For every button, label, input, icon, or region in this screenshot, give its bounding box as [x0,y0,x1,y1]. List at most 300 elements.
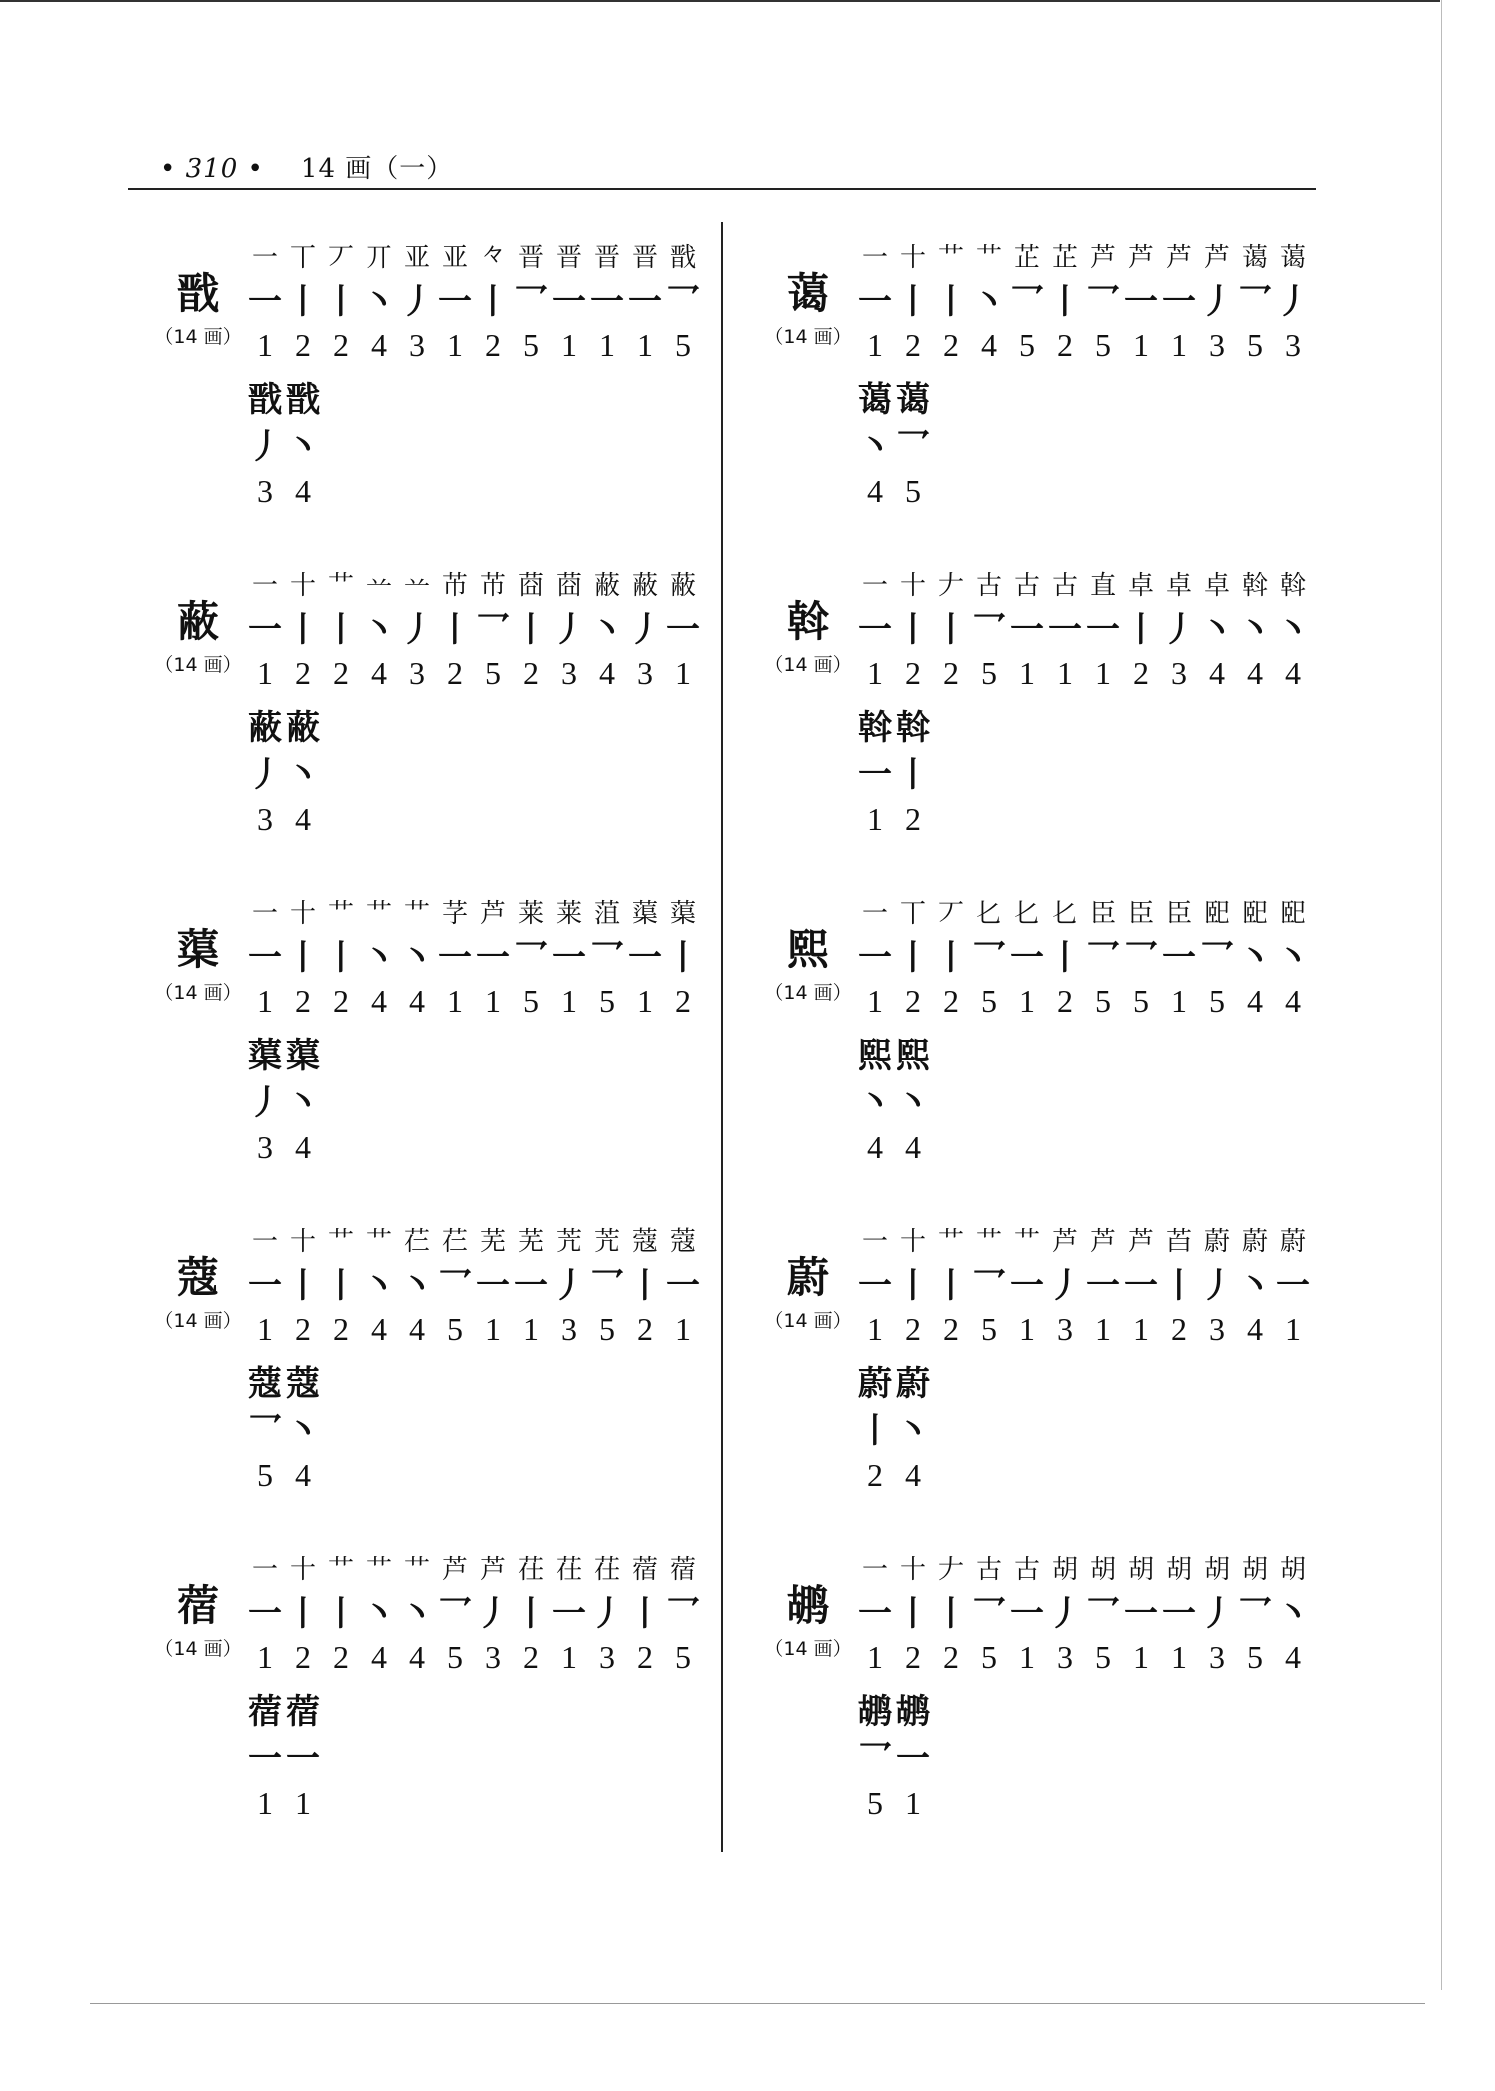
stroke-numbers-row-2-cell: 4 [867,472,883,509]
stroke-numbers-row-cell: 5 [599,1310,615,1347]
character-entry [148,230,708,530]
progressive-forms-row-cell: 蔚 [1279,1226,1306,1257]
stroke-shapes-row-cell: 乛 [514,937,548,978]
stroke-count: （14 画） [764,654,852,676]
progressive-forms-row-cell: 菹 [593,898,620,929]
stroke-count: （14 画） [154,1638,242,1660]
stroke-numbers-row-cell: 4 [1285,654,1301,691]
stroke-numbers-row-cell: 4 [371,326,387,363]
progressive-forms-row-cell: 一 [861,1554,888,1585]
progressive-forms-row-cell: 芦 [479,1554,506,1585]
progressive-forms-row-cell: 莱 [517,898,544,929]
stroke-numbers-row-cell: 1 [561,326,577,363]
progressive-forms-row-cell: 巸 [1241,898,1268,929]
stroke-numbers-row-cell: 4 [1247,1310,1263,1347]
progressive-forms-row-2-cell: 熙 [896,1035,930,1076]
stroke-shapes-row-cell: 丶 [362,609,396,650]
stroke-numbers-row-2 [246,468,322,514]
stroke-shapes-row-cell: 乛 [1086,1593,1120,1634]
stroke-shapes-row-cell: 丶 [362,281,396,322]
stroke-shapes-row-cell: 丨 [514,1593,548,1634]
stroke-numbers-row-cell: 3 [1209,1310,1225,1347]
progressive-forms-row-2-cell: 蕖 [286,1035,320,1076]
stroke-numbers-row-cell: 5 [1095,326,1111,363]
progressive-forms-row-cell: 艹 [937,242,964,273]
stroke-numbers-row-2 [246,1124,322,1170]
stroke-shapes-row-cell: 一 [1010,1593,1044,1634]
progressive-forms-row-cell: 蔻 [631,1226,658,1257]
stroke-numbers-row-cell: 2 [295,982,311,1019]
stroke-numbers-row-cell: 2 [943,326,959,363]
stroke-numbers-row-cell: 2 [295,1310,311,1347]
stroke-shapes-row-cell: 乛 [1200,937,1234,978]
stroke-numbers-row-cell: 1 [485,1310,501,1347]
stroke-numbers-row-cell: 5 [523,326,539,363]
progressive-forms-row-cell: 䒑 [365,570,392,601]
stroke-shapes-row-cell: 乛 [1010,281,1044,322]
stroke-shapes-row-cell: 丿 [1048,1265,1082,1306]
progressive-forms-row-cell: 艹 [327,898,354,929]
stroke-shapes-row-cell: 丶 [1238,1265,1272,1306]
stroke-numbers-row-cell: 2 [637,1638,653,1675]
character-entry [758,1542,1318,1842]
stroke-numbers-row-cell: 1 [1057,654,1073,691]
stroke-numbers-row-cell: 2 [637,1310,653,1347]
stroke-numbers-row-cell: 3 [1209,326,1225,363]
progressive-forms-row-cell: 胡 [1127,1554,1154,1585]
stroke-numbers-row-2-cell: 5 [905,472,921,509]
stroke-numbers-row-cell: 3 [561,654,577,691]
progressive-forms-row-cell: 𠤎 [975,898,1002,929]
stroke-shapes-row-cell: 一 [1010,609,1044,650]
stroke-shapes-row-cell: 一 [1048,609,1082,650]
stroke-shapes-row-2 [246,1076,322,1122]
stroke-shapes-row-cell: 丶 [362,1265,396,1306]
character-entry [148,1214,708,1514]
stroke-numbers-row-2-cell: 4 [905,1128,921,1165]
header-rule [128,188,1316,190]
progressive-forms-row-cell: 卓 [1165,570,1192,601]
stroke-numbers-row [856,322,1312,368]
stroke-count: （14 画） [764,1310,852,1332]
stroke-shapes-row [856,931,1312,977]
progressive-forms-row [856,232,1312,278]
stroke-numbers-row-cell: 1 [675,1310,691,1347]
progressive-forms-row-2-cell: 斡 [896,707,930,748]
top-rule [0,0,1440,2]
stroke-numbers-row-cell: 1 [1095,654,1111,691]
progressive-forms-row-cell: 丆 [937,898,964,929]
stroke-numbers-row-cell: 4 [371,1638,387,1675]
stroke-numbers-row-2-cell: 3 [257,472,273,509]
progressive-forms-row-cell: 亚 [403,242,430,273]
progressive-forms-row-cell: 一 [251,1226,278,1257]
stroke-numbers-row-cell: 5 [675,1638,691,1675]
stroke-numbers-row-cell: 1 [447,982,463,1019]
character-entry [148,558,708,858]
stroke-numbers-row [856,650,1312,696]
character-entry [148,886,708,1186]
progressive-forms-row-cell: 斡 [1279,570,1306,601]
stroke-shapes-row-cell: 丶 [972,281,1006,322]
progressive-forms-row-cell: 苀 [555,1226,582,1257]
stroke-shapes-row-cell: 乛 [1238,1593,1272,1634]
progressive-forms-row-cell: 古 [1013,570,1040,601]
stroke-shapes-row-cell: 丨 [1048,281,1082,322]
stroke-numbers-row-cell: 2 [523,1638,539,1675]
stroke-shapes-row-cell: 一 [590,281,624,322]
progressive-forms-row-cell: 艹 [327,1226,354,1257]
stroke-numbers-row-cell: 2 [1057,982,1073,1019]
progressive-forms-row-cell: 丆 [327,242,354,273]
stroke-shapes-row-2-cell: 丨 [896,754,930,795]
stroke-shapes-row-2-cell: 乛 [858,1738,892,1779]
progressive-forms-row-cell: 臣 [1127,898,1154,929]
stroke-shapes-row-cell: 丿 [400,281,434,322]
stroke-numbers-row-cell: 1 [675,654,691,691]
headword-character: 蕖 [176,925,219,974]
progressive-forms-row-cell: 十 [289,570,316,601]
progressive-forms-row-cell: 胡 [1051,1554,1078,1585]
column-divider [721,222,723,1852]
stroke-numbers-row-cell: 3 [409,654,425,691]
stroke-numbers-row-cell: 1 [1019,982,1035,1019]
stroke-shapes-row-cell: 丨 [934,1265,968,1306]
stroke-shapes-row-2 [856,420,932,466]
progressive-forms-row-cell: 卓 [1127,570,1154,601]
progressive-forms-row-cell: 䒑 [403,570,430,601]
progressive-forms-row-cell: 艹 [365,898,392,929]
stroke-numbers-row-cell: 1 [1133,326,1149,363]
progressive-forms-row-2 [856,373,932,419]
progressive-forms-row-cell: 茌 [517,1554,544,1585]
progressive-forms-row-cell: 一 [251,1554,278,1585]
section-title: 14 画（一） [300,154,454,184]
stroke-numbers-row-cell: 1 [1095,1310,1111,1347]
progressive-forms-row [246,232,702,278]
progressive-forms-row-cell: 芦 [1127,1226,1154,1257]
progressive-forms-row-cell: 蓿 [631,1554,658,1585]
progressive-forms-row-2 [246,373,322,419]
stroke-numbers-row-cell: 5 [981,1310,997,1347]
progressive-forms-row-cell: 艹 [975,1226,1002,1257]
character-entry [148,1542,708,1842]
stroke-shapes-row-cell: 乛 [590,937,624,978]
stroke-numbers-row-cell: 3 [1209,1638,1225,1675]
progressive-forms-row-2 [246,1685,322,1731]
stroke-shapes-row-2 [856,1404,932,1450]
stroke-shapes-row-cell: 丨 [286,281,320,322]
progressive-forms-row-cell: 晋 [517,242,544,273]
stroke-numbers-row-cell: 1 [1019,1310,1035,1347]
stroke-shapes-row-cell: 丶 [1276,937,1310,978]
stroke-numbers-row-cell: 1 [1019,654,1035,691]
stroke-shapes-row [246,1259,702,1305]
stroke-numbers-row-cell: 4 [1247,982,1263,1019]
progressive-forms-row-cell: 丌 [365,242,392,273]
stroke-shapes-row-2 [246,1404,322,1450]
stroke-shapes-row-cell: 丨 [896,609,930,650]
stroke-shapes-row-2-cell: 丨 [858,1410,892,1451]
progressive-forms-row-cell: 丅 [899,898,926,929]
stroke-shapes-row-cell: 乛 [1086,937,1120,978]
stroke-shapes-row-cell: 丨 [896,1593,930,1634]
headword-character: 戬 [176,269,219,318]
stroke-numbers-row-cell: 1 [561,982,577,1019]
stroke-numbers-row-cell: 4 [1285,1638,1301,1675]
stroke-shapes-row-cell: 丶 [400,937,434,978]
stroke-shapes-row-cell: 丶 [1276,609,1310,650]
stroke-shapes-row-cell: 一 [1010,1265,1044,1306]
progressive-forms-row-cell: 芦 [441,1554,468,1585]
progressive-forms-row-cell: 莔 [517,570,544,601]
stroke-shapes-row [856,603,1312,649]
progressive-forms-row-cell: 莱 [555,898,582,929]
progressive-forms-row-cell: 艹 [403,898,430,929]
stroke-shapes-row-cell: 一 [552,281,586,322]
stroke-numbers-row-2 [246,1780,322,1826]
progressive-forms-row-2-cell: 戬 [248,379,282,420]
progressive-forms-row-cell: 蔽 [593,570,620,601]
progressive-forms-row-2 [856,1685,932,1731]
progressive-forms-row-cell: 十 [289,1554,316,1585]
stroke-shapes-row-cell: 丨 [896,937,930,978]
progressive-forms-row [856,560,1312,606]
stroke-shapes-row-2-cell: 一 [896,1738,930,1779]
headword-character: 鹕 [786,1581,829,1630]
stroke-shapes-row-cell: 乛 [1238,281,1272,322]
stroke-numbers-row-cell: 2 [333,1638,349,1675]
progressive-forms-row-cell: 𠤎 [1051,898,1078,929]
stroke-shapes-row-cell: 一 [1162,1593,1196,1634]
stroke-numbers-row-cell: 2 [905,982,921,1019]
progressive-forms-row-cell: 十 [899,1554,926,1585]
stroke-shapes-row-cell: 丶 [1238,609,1272,650]
progressive-forms-row [246,1216,702,1262]
stroke-shapes-row-cell: 乛 [1086,281,1120,322]
stroke-numbers-row-cell: 1 [1019,1638,1035,1675]
stroke-numbers-row-cell: 3 [1057,1310,1073,1347]
stroke-shapes-row-cell: 丨 [286,609,320,650]
stroke-numbers-row-cell: 1 [1171,1638,1187,1675]
stroke-numbers-row-cell: 4 [409,1638,425,1675]
stroke-shapes-row-cell: 丿 [1048,1593,1082,1634]
stroke-count: （14 画） [154,654,242,676]
stroke-numbers-row-cell: 1 [599,326,615,363]
stroke-shapes-row-cell: 丨 [324,609,358,650]
stroke-shapes-row [856,275,1312,321]
stroke-shapes-row-cell: 一 [858,281,892,322]
stroke-numbers-row-cell: 1 [1171,326,1187,363]
stroke-shapes-row-cell: 丿 [628,609,662,650]
page-header: • 310 • 14 画（一） [160,154,454,184]
stroke-numbers-row-cell: 3 [561,1310,577,1347]
progressive-forms-row-cell: 芦 [1089,1226,1116,1257]
progressive-forms-row-cell: 晋 [593,242,620,273]
progressive-forms-row-cell: 古 [1051,570,1078,601]
stroke-shapes-row-cell: 乛 [666,281,700,322]
progressive-forms-row-cell: 艹 [365,1226,392,1257]
stroke-numbers-row [246,650,702,696]
stroke-shapes-row-cell: 一 [248,937,282,978]
progressive-forms-row-cell: 戬 [669,242,696,273]
progressive-forms-row-cell: 芦 [1203,242,1230,273]
progressive-forms-row-2 [246,1029,322,1075]
progressive-forms-row-cell: 芦 [479,898,506,929]
progressive-forms-row-cell: 芇 [479,570,506,601]
stroke-shapes-row-cell: 丨 [438,609,472,650]
stroke-numbers-row-cell: 4 [371,654,387,691]
stroke-shapes-row-cell: 丨 [896,281,930,322]
stroke-shapes-row-2 [856,748,932,794]
stroke-shapes-row-cell: 一 [666,1265,700,1306]
stroke-numbers-row-cell: 1 [867,982,883,1019]
stroke-numbers-row-cell: 2 [943,1310,959,1347]
progressive-forms-row-2-cell: 蔚 [896,1363,930,1404]
stroke-numbers-row-cell: 5 [1133,982,1149,1019]
progressive-forms-row-cell: 一 [861,1226,888,1257]
progressive-forms-row-cell: 一 [251,242,278,273]
progressive-forms-row-cell: 芦 [1051,1226,1078,1257]
stroke-shapes-row-2 [856,1076,932,1122]
stroke-numbers-row-cell: 2 [905,1638,921,1675]
progressive-forms-row-cell: 臣 [1089,898,1116,929]
stroke-numbers-row-cell: 2 [1171,1310,1187,1347]
progressive-forms-row-cell: 蔚 [1203,1226,1230,1257]
progressive-forms-row-cell: 芇 [441,570,468,601]
stroke-numbers-row-cell: 1 [637,982,653,1019]
progressive-forms-row-2-cell: 蔻 [286,1363,320,1404]
stroke-numbers-row-2 [856,1780,932,1826]
progressive-forms-row-cell: 巸 [1203,898,1230,929]
stroke-numbers-row-cell: 2 [905,654,921,691]
stroke-numbers-row-cell: 5 [1095,982,1111,1019]
stroke-numbers-row-cell: 4 [1285,982,1301,1019]
stroke-numbers-row-cell: 1 [561,1638,577,1675]
progressive-forms-row-cell: 芢 [403,1226,430,1257]
stroke-shapes-row-cell: 一 [476,1265,510,1306]
stroke-shapes-row-cell: 丨 [628,1265,662,1306]
stroke-shapes-row-cell: 一 [552,937,586,978]
stroke-numbers-row-2-cell: 1 [257,1784,273,1821]
progressive-forms-row-cell: 蔼 [1241,242,1268,273]
stroke-shapes-row [246,931,702,977]
stroke-shapes-row-cell: 一 [1086,1265,1120,1306]
stroke-numbers-row-2 [856,1452,932,1498]
progressive-forms-row-cell: 𠂇 [937,570,964,601]
stroke-numbers-row-cell: 1 [257,326,273,363]
progressive-forms-row-2-cell: 戬 [286,379,320,420]
progressive-forms-row-cell: 蕖 [631,898,658,929]
stroke-shapes-row-cell: 丨 [286,937,320,978]
stroke-shapes-row [246,1587,702,1633]
stroke-numbers-row-cell: 2 [447,654,463,691]
stroke-shapes-row-cell: 乛 [972,1593,1006,1634]
stroke-shapes-row-cell: 一 [248,1265,282,1306]
stroke-shapes-row-cell: 丨 [324,937,358,978]
stroke-shapes-row [246,603,702,649]
stroke-numbers-row-cell: 2 [1057,326,1073,363]
stroke-numbers-row-cell: 1 [257,982,273,1019]
stroke-shapes-row-cell: 一 [1124,1593,1158,1634]
progressive-forms-row [856,1544,1312,1590]
stroke-shapes-row-2-cell: 一 [286,1738,320,1779]
progressive-forms-row-cell: 蔼 [1279,242,1306,273]
headword-character: 蔽 [176,597,219,646]
stroke-shapes-row-2-cell: 丶 [286,1410,320,1451]
character-entry [758,558,1318,858]
stroke-shapes-row-cell: 一 [1162,281,1196,322]
progressive-forms-row-2-cell: 鹕 [896,1691,930,1732]
stroke-count: （14 画） [764,982,852,1004]
stroke-numbers-row-cell: 5 [447,1310,463,1347]
stroke-numbers-row-cell: 5 [1247,326,1263,363]
progressive-forms-row-cell: 胡 [1089,1554,1116,1585]
stroke-numbers-row-2-cell: 5 [257,1456,273,1493]
stroke-shapes-row-2-cell: 一 [248,1738,282,1779]
stroke-numbers-row-cell: 5 [1209,982,1225,1019]
stroke-numbers-row-2-cell: 4 [905,1456,921,1493]
progressive-forms-row-cell: 胡 [1165,1554,1192,1585]
stroke-shapes-row-cell: 一 [858,937,892,978]
stroke-numbers-row-cell: 3 [637,654,653,691]
progressive-forms-row-2-cell: 蔽 [248,707,282,748]
progressive-forms-row-cell: 古 [1013,1554,1040,1585]
stroke-shapes-row-2-cell: 一 [858,754,892,795]
stroke-shapes-row-cell: 一 [628,937,662,978]
stroke-shapes-row-cell: 一 [248,609,282,650]
stroke-shapes-row-cell: 一 [666,609,700,650]
stroke-shapes-row-cell: 一 [858,1593,892,1634]
progressive-forms-row-cell: 𠚤 [479,240,506,270]
stroke-shapes-row-cell: 丿 [1276,281,1310,322]
progressive-forms-row-2-cell: 鹕 [858,1691,892,1732]
progressive-forms-row-cell: 胡 [1279,1554,1306,1585]
stroke-numbers-row-2-cell: 3 [257,800,273,837]
stroke-shapes-row-cell: 一 [438,937,472,978]
stroke-shapes-row-cell: 乛 [1124,937,1158,978]
progressive-forms-row-cell: 晋 [555,242,582,273]
stroke-numbers-row-cell: 4 [409,1310,425,1347]
progressive-forms-row-cell: 卓 [1203,570,1230,601]
stroke-numbers-row-cell: 5 [675,326,691,363]
progressive-forms-row-cell: 艹 [327,1554,354,1585]
progressive-forms-row-cell: 芷 [1051,242,1078,273]
stroke-shapes-row-cell: 一 [552,1593,586,1634]
stroke-shapes-row-2-cell: 丶 [896,1082,930,1123]
stroke-numbers-row [246,978,702,1024]
progressive-forms-row-2-cell: 蔚 [858,1363,892,1404]
progressive-forms-row-cell: 蔚 [1241,1226,1268,1257]
stroke-shapes-row-cell: 一 [514,1265,548,1306]
stroke-shapes-row-2 [856,1732,932,1778]
stroke-shapes-row-2-cell: 乛 [896,426,930,467]
progressive-forms-row-2 [246,701,322,747]
progressive-forms-row-cell: 艹 [937,1226,964,1257]
stroke-numbers-row-cell: 4 [599,654,615,691]
progressive-forms-row-2-cell: 蔼 [858,379,892,420]
progressive-forms-row-cell: 芦 [1127,242,1154,273]
character-entry [758,230,1318,530]
progressive-forms-row-cell: 十 [899,570,926,601]
stroke-count: （14 画） [154,1310,242,1332]
stroke-numbers-row-cell: 2 [943,982,959,1019]
stroke-numbers-row-cell: 4 [371,1310,387,1347]
stroke-numbers-row-cell: 1 [1285,1310,1301,1347]
stroke-shapes-row-cell: 乛 [438,1265,472,1306]
stroke-numbers-row-cell: 4 [1247,654,1263,691]
stroke-numbers-row-cell: 2 [333,654,349,691]
